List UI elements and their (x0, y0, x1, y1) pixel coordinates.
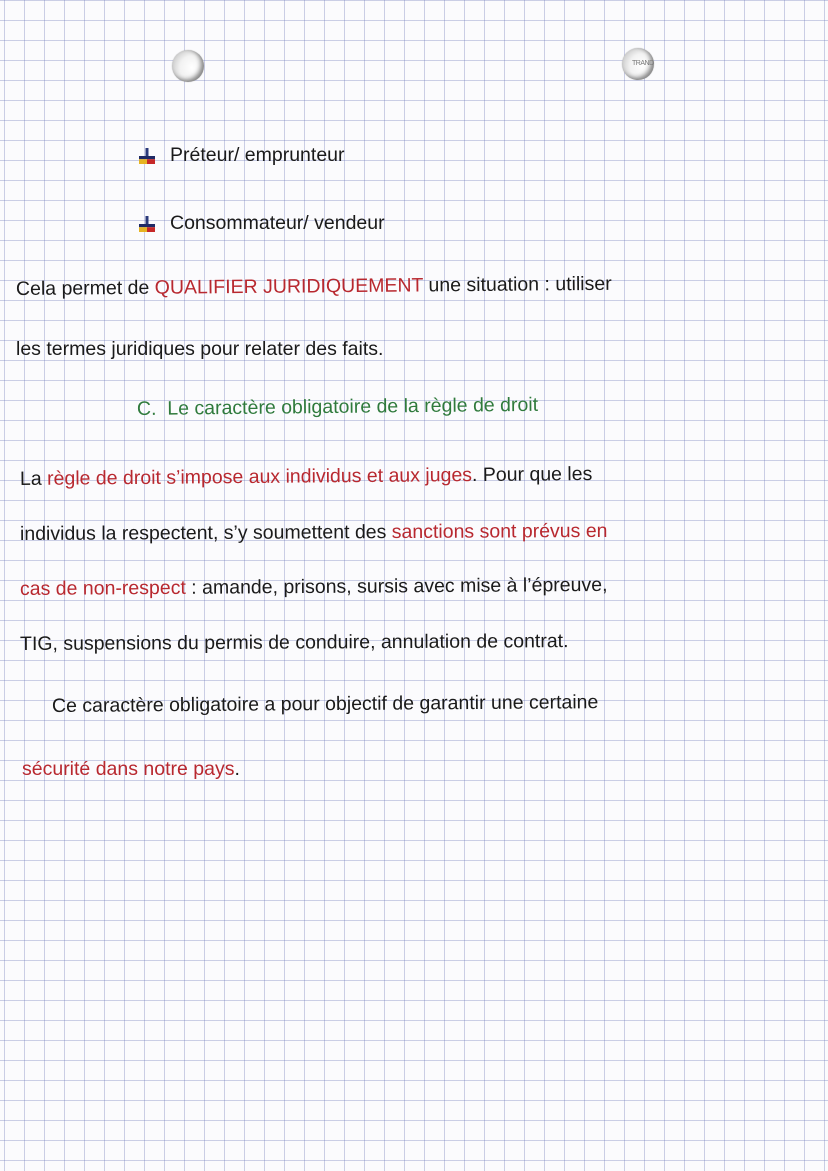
bullet-item-consommateur (138, 214, 385, 234)
text-run: La (19, 467, 48, 490)
highlight-non-respect: cas de non-respect (19, 576, 186, 600)
para2-line3 (19, 573, 608, 600)
text-run: une situation : utiliser (422, 272, 612, 297)
bullet-text: Préteur/ emprunteur (170, 144, 345, 166)
heading-letter: C. (136, 397, 157, 420)
push-pin-bullet-icon (138, 215, 156, 233)
push-pin-bullet-icon (138, 147, 156, 165)
binding-hole-right (622, 48, 654, 80)
para1-line2: les termes juridiques pour relater des faits. (16, 338, 384, 360)
para2-line4: TIG, suspensions du permis de conduire, annulation de contrat. (19, 630, 569, 655)
text-run: Cela permet de (15, 276, 155, 300)
text-run: : amande, prisons, sursis avec mise à l’épreuve, (185, 573, 608, 599)
para2-line2 (19, 519, 608, 545)
para2-line1 (20, 465, 592, 489)
highlight-regle: règle de droit s’impose aux individus et aux juges (47, 464, 473, 490)
text-run: . Pour que les (471, 463, 593, 487)
para3-line2 (22, 760, 240, 780)
para3-line1: Ce caractère obligatoire a pour objectif de garantir une certaine (51, 691, 599, 717)
section-heading-c (136, 393, 539, 420)
bullet-text: Consommateur/ vendeur (170, 212, 385, 234)
bullet-item-preteur (138, 146, 345, 166)
text-run: . (234, 758, 240, 780)
binding-hole-left (172, 50, 204, 82)
highlight-securite: sécurité dans notre pays (22, 758, 235, 780)
highlight-sanctions: sanctions sont prévus en (391, 519, 608, 544)
para1-line1 (15, 272, 612, 300)
heading-text: Le caractère obligatoire de la règle de droit (167, 393, 539, 420)
highlight-qualifier: QUALIFIER JURIDIQUEMENT (154, 274, 424, 299)
text-run: individus la respectent, s’y soumettent des (19, 521, 392, 545)
hole-label: TRAND (632, 60, 654, 67)
